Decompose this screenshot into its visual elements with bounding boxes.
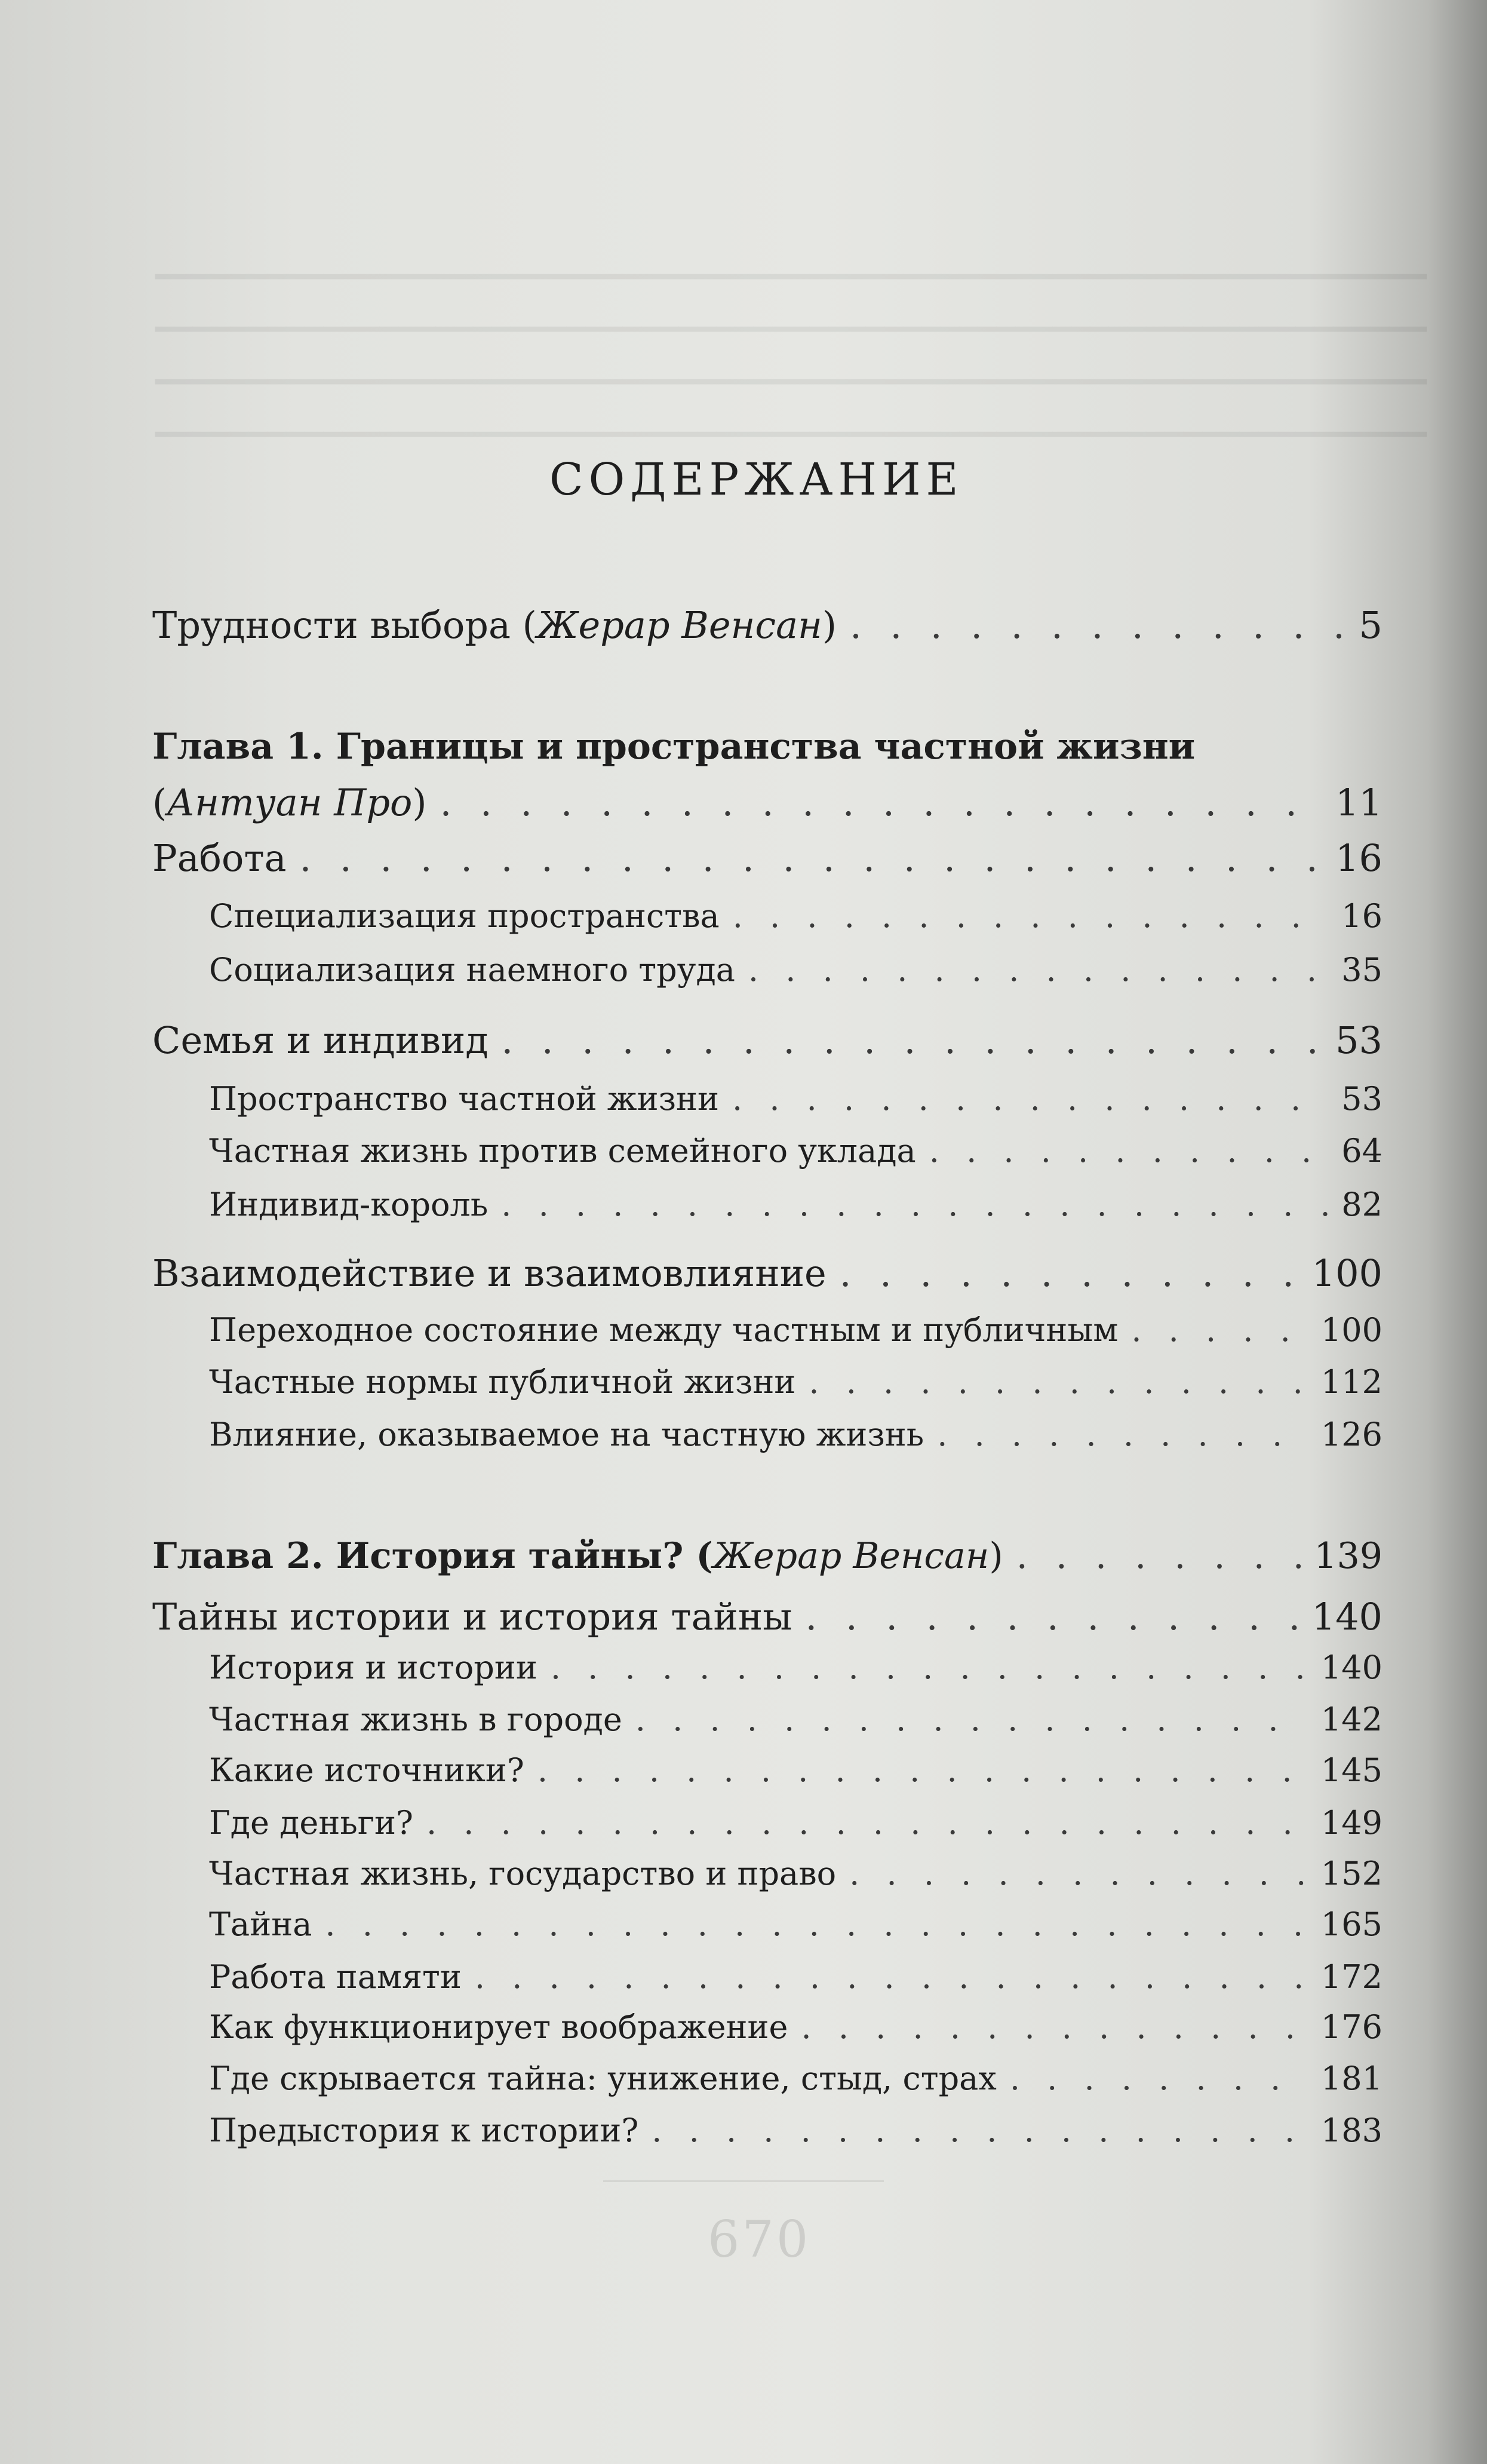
- toc-entry[interactable]: [152, 1251, 1382, 1295]
- toc-page-number: 140: [1320, 1649, 1382, 1686]
- toc-subentry[interactable]: [209, 1905, 1382, 1943]
- leader-dots: [937, 1416, 1308, 1453]
- toc-page-number: 149: [1320, 1804, 1382, 1842]
- leader-dots: [840, 1251, 1299, 1295]
- toc-entry-label: Где деньги?: [209, 1804, 413, 1842]
- page-title: СОДЕРЖАНИЕ: [549, 454, 964, 505]
- toc-page-number: 183: [1320, 2112, 1382, 2149]
- toc-entry-label: Социализация наемного труда: [209, 951, 735, 989]
- toc-page-number: 142: [1320, 1701, 1382, 1738]
- toc-page-number: 172: [1320, 1958, 1382, 1996]
- toc-subentry[interactable]: [209, 1363, 1382, 1401]
- toc-page-number: 176: [1320, 2008, 1382, 2046]
- leader-dots: [502, 1018, 1323, 1062]
- leader-dots: [733, 897, 1329, 935]
- leader-dots: [537, 1751, 1308, 1789]
- toc-entry-label: Глава 2. История тайны? (Жерар Венсан): [152, 1535, 1003, 1577]
- toc-entry-label: Частные нормы публичной жизни: [209, 1363, 796, 1401]
- toc-entry-label: Тайна: [209, 1905, 312, 1943]
- toc-page-number: 126: [1320, 1416, 1382, 1453]
- toc-entry-label: Частная жизнь, государство и право: [209, 1855, 837, 1892]
- leader-dots: [806, 1595, 1299, 1638]
- leader-dots: [748, 951, 1328, 989]
- toc-entry-label: Где скрывается тайна: унижение, стыд, страх: [209, 2060, 997, 2097]
- toc-page-number: 181: [1320, 2060, 1382, 2097]
- leader-dots: [801, 2008, 1308, 2046]
- toc-entry[interactable]: [152, 836, 1382, 880]
- toc-page-number: 5: [1359, 603, 1382, 647]
- leader-dots: [1016, 1535, 1301, 1577]
- toc-entry-label: Частная жизнь против семейного уклада: [209, 1132, 916, 1170]
- show-through-text: ━━━━━━━━━━━━━━━━━━━━━━━━━━━━━━━━━━━━━━━━━━━━━━━━━━━━━━━━━━━━━━━━━━━━ ━━━━━━━━━━━━━━━━━━━━━━━━━━━━━━━━━━━━━━━━━━━━━━━━━━━━━━━━━━━━━━━━━━━━ ━━━━━━━━━━━━━━━━━━━━━━━━━━━━━━━━━━━━━━━━━━━━━━━━━━━━━━━━━━━━━━━━━━━━ ━━━━━━━━━━━━━━━━━━━━━━━━━━━━━━━━━━━━━━━━━━━━━━━━━━━━━━━━━━━━━━━━━━━━: [155, 259, 1427, 453]
- toc-entry-label: Пространство частной жизни: [209, 1080, 720, 1118]
- leader-dots: [1131, 1311, 1308, 1349]
- toc-subentry[interactable]: [209, 1311, 1382, 1349]
- toc-page-number: 16: [1335, 836, 1382, 880]
- toc-page-number: 145: [1320, 1751, 1382, 1789]
- toc-page-number: 11: [1335, 781, 1382, 824]
- toc-entry-label: История и истории: [209, 1649, 537, 1686]
- toc-page-number: 64: [1341, 1132, 1382, 1170]
- leader-dots: [300, 836, 1322, 880]
- toc-entry-label: Индивид-король: [209, 1186, 489, 1223]
- toc-subentry[interactable]: [209, 1958, 1382, 1996]
- toc-page-number: 82: [1341, 1186, 1382, 1223]
- toc-subentry[interactable]: [209, 1416, 1382, 1453]
- toc-page-number: 112: [1320, 1363, 1382, 1401]
- toc-subentry[interactable]: [209, 1649, 1382, 1686]
- toc-subentry[interactable]: [209, 1855, 1382, 1892]
- leader-dots: [732, 1080, 1328, 1118]
- toc-subentry[interactable]: [209, 1804, 1382, 1842]
- toc-page-number: 152: [1320, 1855, 1382, 1892]
- toc-page-number: 140: [1311, 1595, 1382, 1638]
- toc-entry-label: Как функционирует воображение: [209, 2008, 788, 2046]
- toc-subentry[interactable]: [209, 1701, 1382, 1738]
- leader-dots: [652, 2112, 1308, 2149]
- toc-page-number: 100: [1320, 1311, 1382, 1349]
- toc-entry[interactable]: [152, 603, 1382, 647]
- toc-subentry[interactable]: [209, 951, 1382, 989]
- toc-entry-label: Предыстория к истории?: [209, 2112, 639, 2149]
- toc-subentry[interactable]: [209, 2008, 1382, 2046]
- toc-entry-label: Тайны истории и история тайны: [152, 1595, 792, 1638]
- toc-page-number: 35: [1341, 951, 1382, 989]
- toc-entry-label: (Антуан Про): [152, 781, 427, 824]
- toc-entry-label: Частная жизнь в городе: [209, 1701, 622, 1738]
- folio-rule: [603, 2180, 884, 2182]
- toc-entry[interactable]: [152, 781, 1382, 824]
- leader-dots: [440, 781, 1323, 824]
- toc-entry-label: Какие источники?: [209, 1751, 524, 1789]
- toc-page-number: 100: [1311, 1251, 1382, 1295]
- leader-dots: [475, 1958, 1308, 1996]
- leader-dots: [551, 1649, 1308, 1686]
- leader-dots: [850, 603, 1345, 647]
- page-folio: 670: [708, 2210, 811, 2269]
- leader-dots: [809, 1363, 1308, 1401]
- leader-dots: [929, 1132, 1329, 1170]
- chapter-heading[interactable]: [152, 1535, 1382, 1577]
- toc-entry-label: Переходное состояние между частным и публичным: [209, 1311, 1119, 1349]
- toc-entry-label: Работа памяти: [209, 1958, 462, 1996]
- toc-subentry[interactable]: [209, 2060, 1382, 2097]
- toc-entry-label: Работа: [152, 836, 287, 880]
- toc-subentry[interactable]: [209, 2112, 1382, 2149]
- leader-dots: [1010, 2060, 1308, 2097]
- leader-dots: [426, 1804, 1308, 1842]
- toc-subentry[interactable]: [209, 1751, 1382, 1789]
- toc-subentry[interactable]: [209, 1186, 1382, 1223]
- toc-subentry[interactable]: [209, 897, 1382, 935]
- chapter-heading[interactable]: Глава 1. Границы и пространства частной жизни: [152, 726, 1196, 768]
- toc-subentry[interactable]: [209, 1132, 1382, 1170]
- leader-dots: [635, 1701, 1308, 1738]
- leader-dots: [849, 1855, 1308, 1892]
- toc-page-number: 53: [1335, 1018, 1382, 1062]
- leader-dots: [325, 1905, 1308, 1943]
- toc-entry-label: Семья и индивид: [152, 1018, 489, 1062]
- toc-page-number: 139: [1314, 1535, 1382, 1577]
- toc-page-number: 165: [1320, 1905, 1382, 1943]
- toc-entry-label: Взаимодействие и взаимовлияние: [152, 1251, 827, 1295]
- toc-entry-label: Влияние, оказываемое на частную жизнь: [209, 1416, 924, 1453]
- toc-entry-label: Трудности выбора (Жерар Венсан): [152, 603, 837, 647]
- leader-dots: [501, 1186, 1328, 1223]
- toc-subentry[interactable]: [209, 1080, 1382, 1118]
- toc-page-number: 16: [1341, 897, 1382, 935]
- toc-entry[interactable]: [152, 1018, 1382, 1062]
- toc-page-number: 53: [1341, 1080, 1382, 1118]
- toc-entry[interactable]: [152, 1595, 1382, 1638]
- toc-entry-label: Специализация пространства: [209, 897, 720, 935]
